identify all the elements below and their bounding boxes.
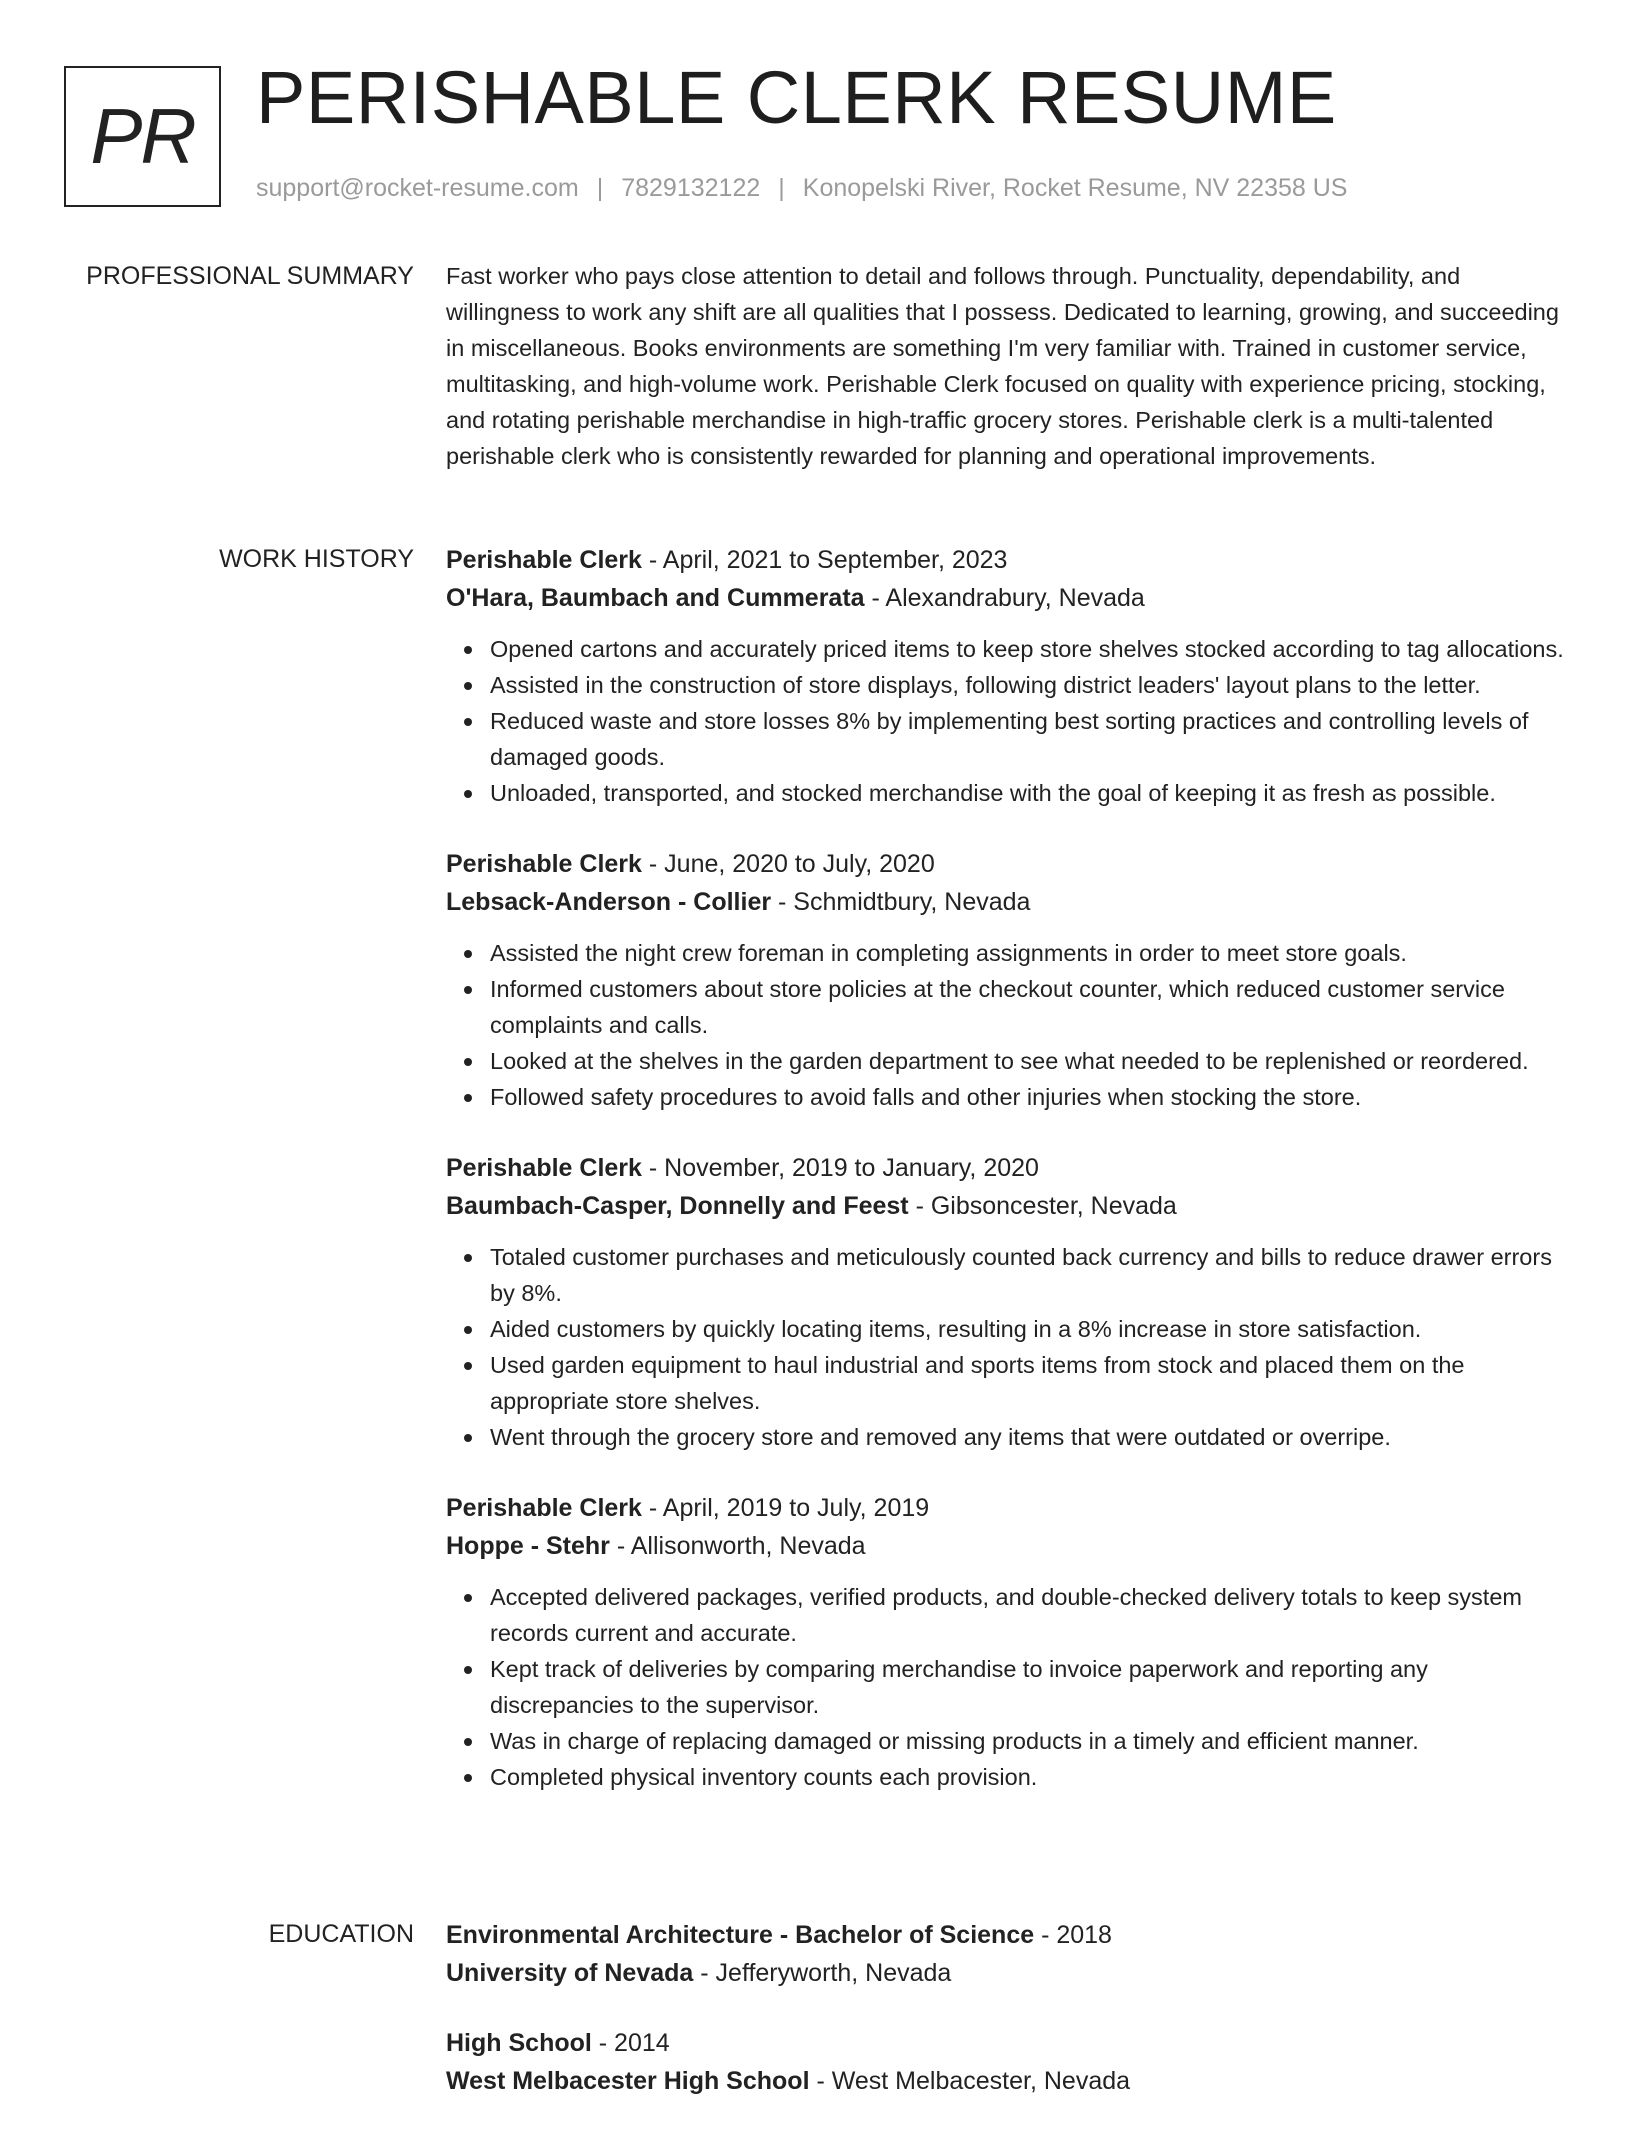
- job-bullet: Went through the grocery store and removed any items that were outdated or overripe.: [490, 1419, 1566, 1455]
- education-school-line: [446, 2062, 1566, 2100]
- job-bullet: Looked at the shelves in the garden department to see what needed to be replenished or reordered.: [490, 1043, 1566, 1079]
- resume-title: PERISHABLE CLERK RESUME: [256, 56, 1337, 139]
- summary-text: Fast worker who pays close attention to detail and follows through. Punctuality, dependability, and willingness to work any shift are all qualities that I possess. Dedicated to learning, growing, and succeeding in miscellaneous. Books environments are something I'm very familiar with. Trained in customer service, multitasking, and high-volume work. Perishable Clerk focused on quality with experience pricing, stocking, and rotating perishable merchandise in high-traffic grocery stores. Perishable clerk is a multi-talented perishable clerk who is consistently rewarded for planning and operational improvements.: [446, 263, 1559, 469]
- education-degree-line: [446, 2024, 1566, 2062]
- summary-heading: PROFESSIONAL SUMMARY: [86, 262, 414, 290]
- contact-separator: |: [596, 174, 604, 202]
- job-company-line: [446, 883, 1566, 921]
- monogram-initials: PR: [90, 92, 195, 180]
- education-degree: Environmental Architecture - Bachelor of Science: [446, 1921, 1035, 1949]
- job-bullet: Completed physical inventory counts each provision.: [490, 1759, 1566, 1795]
- job-title-line: [446, 541, 1566, 579]
- education-degree: High School: [446, 2029, 592, 2057]
- job-location: - Schmidtbury, Nevada: [778, 888, 1031, 916]
- job-company: Lebsack-Anderson - Collier: [446, 888, 772, 916]
- job-location: - Alexandrabury, Nevada: [871, 584, 1145, 612]
- job-bullet: Followed safety procedures to avoid falls and other injuries when stocking the store.: [490, 1079, 1566, 1115]
- job-bullets: [446, 631, 1566, 811]
- job-company-line: [446, 1527, 1566, 1565]
- job-bullet: Assisted the night crew foreman in completing assignments in order to meet store goals.: [490, 935, 1566, 971]
- job-title: Perishable Clerk: [446, 1494, 642, 1522]
- job-title: Perishable Clerk: [446, 1154, 642, 1182]
- job-bullet: Totaled customer purchases and meticulously counted back currency and bills to reduce drawer errors by 8%.: [490, 1239, 1566, 1311]
- contact-phone: 7829132122: [621, 174, 761, 202]
- job-bullet: Assisted in the construction of store displays, following district leaders' layout plans to the letter.: [490, 667, 1566, 703]
- work-history-body: [446, 541, 1566, 1829]
- job-dates: - April, 2021 to September, 2023: [648, 546, 1008, 574]
- contact-email: support@rocket-resume.com: [256, 174, 579, 202]
- job-entry: [446, 541, 1566, 811]
- contact-address: Konopelski River, Rocket Resume, NV 22358 US: [802, 174, 1348, 202]
- education-school: University of Nevada: [446, 1959, 694, 1987]
- job-bullets: [446, 1239, 1566, 1455]
- job-dates: - June, 2020 to July, 2020: [648, 850, 935, 878]
- job-bullets: [446, 935, 1566, 1115]
- education-location: - Jefferyworth, Nevada: [700, 1959, 952, 1987]
- job-title-line: [446, 845, 1566, 883]
- job-bullet: Reduced waste and store losses 8% by implementing best sorting practices and controlling levels of damaged goods.: [490, 703, 1566, 775]
- job-bullet: Kept track of deliveries by comparing merchandise to invoice paperwork and reporting any discrepancies to the supervisor.: [490, 1651, 1566, 1723]
- education-entry: [446, 2024, 1566, 2100]
- education-location: - West Melbacester, Nevada: [816, 2067, 1131, 2095]
- education-degree-line: [446, 1916, 1566, 1954]
- contact-line: [256, 174, 1347, 203]
- job-bullet: Informed customers about store policies at the checkout counter, which reduced customer service complaints and calls.: [490, 971, 1566, 1043]
- job-company: O'Hara, Baumbach and Cummerata: [446, 584, 865, 612]
- education-body: [446, 1916, 1566, 2132]
- job-bullet: Aided customers by quickly locating items, resulting in a 8% increase in store satisfaction.: [490, 1311, 1566, 1347]
- job-title: Perishable Clerk: [446, 546, 642, 574]
- job-bullets: [446, 1579, 1566, 1795]
- job-bullet: Was in charge of replacing damaged or missing products in a timely and efficient manner.: [490, 1723, 1566, 1759]
- job-bullet: Used garden equipment to haul industrial and sports items from stock and placed them on the appropriate store shelves.: [490, 1347, 1566, 1419]
- job-entry: [446, 1489, 1566, 1795]
- job-title-line: [446, 1149, 1566, 1187]
- job-dates: - April, 2019 to July, 2019: [648, 1494, 930, 1522]
- job-bullet: Opened cartons and accurately priced items to keep store shelves stocked according to tag allocations.: [490, 631, 1566, 667]
- job-bullet: Accepted delivered packages, verified products, and double-checked delivery totals to keep system records current and accurate.: [490, 1579, 1566, 1651]
- education-year: - 2014: [598, 2029, 670, 2057]
- education-school: West Melbacester High School: [446, 2067, 810, 2095]
- job-title-line: [446, 1489, 1566, 1527]
- job-company: Baumbach-Casper, Donnelly and Feest: [446, 1192, 909, 1220]
- work-history-heading: WORK HISTORY: [219, 545, 414, 573]
- education-heading: EDUCATION: [268, 1920, 414, 1948]
- job-entry: [446, 1149, 1566, 1455]
- education-entry: [446, 1916, 1566, 1992]
- job-company-line: [446, 1187, 1566, 1225]
- summary-body: [446, 258, 1566, 474]
- job-entry: [446, 845, 1566, 1115]
- job-dates: - November, 2019 to January, 2020: [648, 1154, 1039, 1182]
- job-title: Perishable Clerk: [446, 850, 642, 878]
- job-location: - Gibsoncester, Nevada: [915, 1192, 1177, 1220]
- education-year: - 2018: [1041, 1921, 1112, 1949]
- job-company: Hoppe - Stehr: [446, 1532, 610, 1560]
- education-school-line: [446, 1954, 1566, 1992]
- monogram-box: [64, 66, 221, 207]
- job-location: - Allisonworth, Nevada: [616, 1532, 866, 1560]
- job-company-line: [446, 579, 1566, 617]
- contact-separator: |: [778, 174, 785, 202]
- job-bullet: Unloaded, transported, and stocked merchandise with the goal of keeping it as fresh as possible.: [490, 775, 1566, 811]
